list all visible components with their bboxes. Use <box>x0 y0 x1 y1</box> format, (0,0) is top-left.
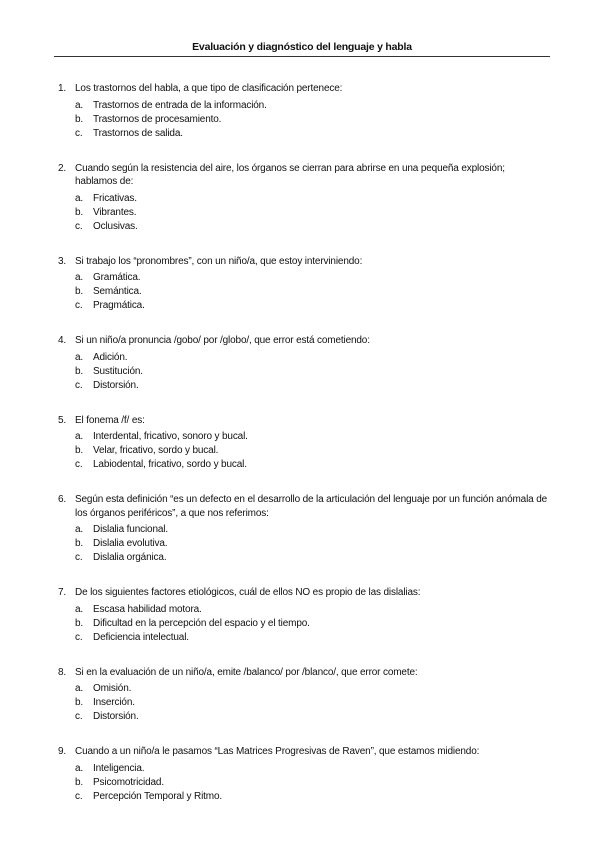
option-text: Trastornos de salida. <box>93 127 183 139</box>
question-text: Si en la evaluación de un niño/a, emite /balanco/ por /blanco/, que error comete: <box>75 666 418 678</box>
option-text: Pragmática. <box>93 300 145 311</box>
option-letter: c. <box>75 300 83 311</box>
option-text: Dificultad en la percepción del espacio y el tiempo. <box>93 617 310 629</box>
option-list <box>54 351 554 393</box>
option-b <box>54 617 554 631</box>
option-text: Velar, fricativo, sordo y bucal. <box>93 445 219 456</box>
option-text: Dislalia orgánica. <box>93 552 167 563</box>
question-8 <box>54 666 554 725</box>
question-3 <box>54 255 554 314</box>
option-c <box>54 710 554 724</box>
option-text: Labiodental, fricativo, sordo y bucal. <box>93 459 247 470</box>
option-text: Dislalia evolutiva. <box>93 538 168 549</box>
option-c <box>54 790 554 804</box>
option-list <box>54 99 554 141</box>
option-list <box>54 603 554 645</box>
option-text: Adición. <box>93 351 128 363</box>
question-text: Cuando a un niño/a le pasamos “Las Matrices Progresivas de Raven”, que estamos midiendo: <box>75 746 480 757</box>
option-letter: a. <box>75 762 84 774</box>
option-a <box>54 603 554 617</box>
option-text: Omisión. <box>93 683 132 694</box>
option-text: Sustitución. <box>93 365 143 377</box>
option-letter: c. <box>75 631 83 643</box>
option-b <box>54 365 554 379</box>
option-letter: b. <box>75 206 84 218</box>
option-text: Semántica. <box>93 286 142 297</box>
option-a <box>54 351 554 365</box>
question-number: 1. <box>58 83 67 94</box>
question-2 <box>54 162 554 234</box>
option-list <box>54 762 554 804</box>
option-letter: c. <box>75 552 83 563</box>
option-letter: b. <box>75 776 84 788</box>
option-a <box>54 192 554 206</box>
document-title: Evaluación y diagnóstico del lenguaje y habla <box>192 41 412 53</box>
option-a <box>54 99 554 113</box>
option-text: Inserción. <box>93 697 135 708</box>
option-a <box>54 430 554 444</box>
option-text: Percepción Temporal y Ritmo. <box>93 790 223 802</box>
question-number: 6. <box>58 494 67 505</box>
option-list <box>54 523 554 565</box>
option-letter: a. <box>75 683 84 694</box>
option-text: Inteligencia. <box>93 762 145 774</box>
question-4 <box>54 334 554 393</box>
option-letter: c. <box>75 711 83 722</box>
question-number: 7. <box>58 587 67 598</box>
question-number: 8. <box>58 666 67 678</box>
option-text: Trastornos de entrada de la información. <box>93 99 267 111</box>
option-c <box>54 220 554 234</box>
option-letter: a. <box>75 431 84 442</box>
option-text: Vibrantes. <box>93 206 137 218</box>
option-list <box>54 192 554 234</box>
option-a <box>54 271 554 285</box>
option-letter: c. <box>75 127 83 139</box>
question-text: El fonema /f/ es: <box>75 414 145 426</box>
question-1 <box>54 82 554 141</box>
option-text: Psicomotricidad. <box>93 776 164 788</box>
option-letter: b. <box>75 538 84 549</box>
question-6 <box>54 493 554 565</box>
question-number: 9. <box>58 746 67 757</box>
option-text: Fricativas. <box>93 192 137 204</box>
option-b <box>54 537 554 551</box>
question-text: Según esta definición “es un defecto en el desarrollo de la articulación del lenguaje por un función anómala de los órganos periféricos”, a que nos referimos: <box>75 494 548 519</box>
option-c <box>54 458 554 472</box>
question-7 <box>54 586 554 645</box>
option-b <box>54 206 554 220</box>
option-letter: b. <box>75 445 84 456</box>
question-text: Los trastornos del habla, a que tipo de clasificación pertenece: <box>75 83 343 94</box>
question-text: Si trabajo los “pronombres”, con un niño/a, que estoy interviniendo: <box>75 255 363 267</box>
option-letter: b. <box>75 286 84 297</box>
option-letter: b. <box>75 617 84 629</box>
option-b <box>54 776 554 790</box>
option-text: Trastornos de procesamiento. <box>93 113 222 125</box>
option-a <box>54 762 554 776</box>
option-c <box>54 551 554 565</box>
question-number: 2. <box>58 162 67 174</box>
option-letter: a. <box>75 272 84 283</box>
option-letter: c. <box>75 790 83 802</box>
option-b <box>54 444 554 458</box>
option-letter: b. <box>75 113 84 125</box>
question-text: De los siguientes factores etiológicos, cuál de ellos NO es propio de las dislalias: <box>75 587 421 598</box>
option-text: Dislalia funcional. <box>93 524 168 535</box>
option-text: Deficiencia intelectual. <box>93 631 189 643</box>
option-letter: a. <box>75 99 84 111</box>
option-c <box>54 631 554 645</box>
question-number: 4. <box>58 335 67 346</box>
option-list <box>54 430 554 472</box>
question-number: 3. <box>58 255 67 267</box>
option-letter: c. <box>75 459 83 470</box>
option-letter: c. <box>75 379 83 391</box>
question-text: Si un niño/a pronuncia /gobo/ por /globo/, que error está cometiendo: <box>75 335 370 346</box>
option-b <box>54 696 554 710</box>
question-5 <box>54 414 554 473</box>
option-c <box>54 127 554 141</box>
option-text: Distorsión. <box>93 711 139 722</box>
option-text: Distorsión. <box>93 379 139 391</box>
option-text: Oclusivas. <box>93 220 138 232</box>
question-list <box>54 82 554 804</box>
option-letter: a. <box>75 524 84 535</box>
option-letter: c. <box>75 220 83 232</box>
option-b <box>54 113 554 127</box>
option-c <box>54 379 554 393</box>
option-letter: a. <box>75 603 84 615</box>
option-text: Gramática. <box>93 272 141 283</box>
option-list <box>54 271 554 313</box>
question-number: 5. <box>58 414 67 426</box>
option-a <box>54 682 554 696</box>
option-c <box>54 299 554 313</box>
option-letter: a. <box>75 192 84 204</box>
option-text: Escasa habilidad motora. <box>93 603 202 615</box>
option-a <box>54 523 554 537</box>
question-text: Cuando según la resistencia del aire, los órganos se cierran para abrirse en una pequeña explosión; hablamos de: <box>75 162 505 187</box>
title-underline <box>54 56 550 57</box>
option-list <box>54 682 554 724</box>
option-letter: b. <box>75 697 84 708</box>
option-letter: a. <box>75 351 84 363</box>
option-text: Interdental, fricativo, sonoro y bucal. <box>93 431 248 442</box>
option-b <box>54 285 554 299</box>
question-9 <box>54 745 554 804</box>
option-letter: b. <box>75 365 84 377</box>
